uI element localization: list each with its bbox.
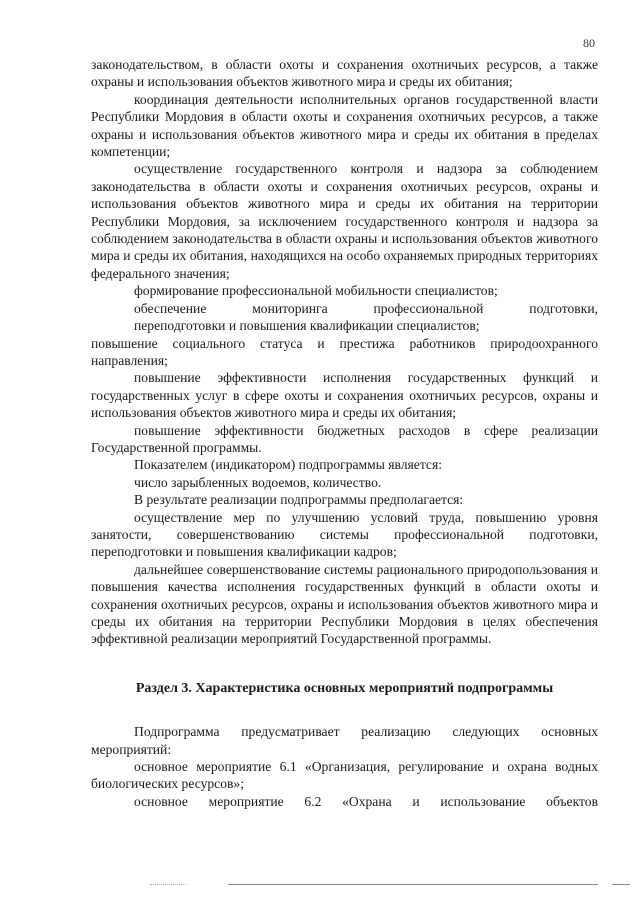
paragraph: основное мероприятие 6.1 «Организация, регулирование и охрана водных биологических ресурсов»; xyxy=(91,759,598,792)
paragraph: основное мероприятие 6.2 «Охрана и использование объектов xyxy=(134,793,598,809)
paragraph: законодательством, в области охоты и сохранения охотничьих ресурсов, а также охраны и использования объектов животного мира и среды их обитания; xyxy=(91,57,598,90)
page-bottom-rule xyxy=(612,884,630,885)
paragraph: осуществление государственного контроля и надзора за соблюдением законодательства в области охоты и сохранения охотничьих ресурсов, охраны и использования объектов животного мира и среды их обитания на территории Республики Мордовия, за исключением государственного контроля и надзора за соблюдением законодательства в области охраны и использования объектов животного мира и среды их обитания, находящихся на особо охраняемых природных территориях федерального значения; xyxy=(91,161,598,281)
paragraph: переподготовки и повышения квалификации специалистов; xyxy=(134,318,480,334)
paragraph: повышение эффективности бюджетных расходов в сфере реализации Государственной программы. xyxy=(91,422,598,455)
scan-artifact xyxy=(150,884,186,885)
paragraph: обеспечение мониторинга профессиональной подготовки, xyxy=(134,300,598,316)
paragraph: В результате реализации подпрограммы предполагается: xyxy=(134,492,464,508)
page-number: 80 xyxy=(583,36,595,50)
paragraph: Подпрограмма предусматривает реализацию следующих основных мероприятий: xyxy=(91,724,598,757)
paragraph: осуществление мер по улучшению условий труда, повышению уровня занятости, совершенствованию системы профессиональной подготовки, переподготовки и повышения квалификации кадров; xyxy=(91,509,598,560)
page-bottom-rule xyxy=(228,884,598,885)
paragraph: Показателем (индикатором) подпрограммы является: xyxy=(134,457,442,473)
paragraph: дальнейшее совершенствование системы рационального природопользования и повышения качества исполнения государственных функций в области охоты и сохранения охотничьих ресурсов, охраны и использования объектов животного мира и среды их обитания на территории Республики Мордовия в целях обеспечения эффективной реализации мероприятий Государственной программы. xyxy=(91,561,598,647)
paragraph: координация деятельности исполнительных органов государственной власти Республики Мордовия в области охоты и сохранения охотничьих ресурсов, а также охраны и использования объектов животного мира и среды их обитания в пределах компетенции; xyxy=(91,91,598,160)
paragraph: повышение социального статуса и престижа работников природоохранного направления; xyxy=(91,335,598,368)
paragraph: число зарыбленных водоемов, количество. xyxy=(134,474,382,490)
paragraph: формирование профессиональной мобильности специалистов; xyxy=(134,283,498,299)
section-heading: Раздел 3. Характеристика основных мероприятий подпрограммы xyxy=(135,680,554,696)
document-body xyxy=(91,56,598,810)
paragraph: повышение эффективности исполнения государственных функций и государственных услуг в сфере охоты и сохранения охотничьих ресурсов, охраны и использования объектов животного мира и среды их обитания; xyxy=(91,370,598,421)
